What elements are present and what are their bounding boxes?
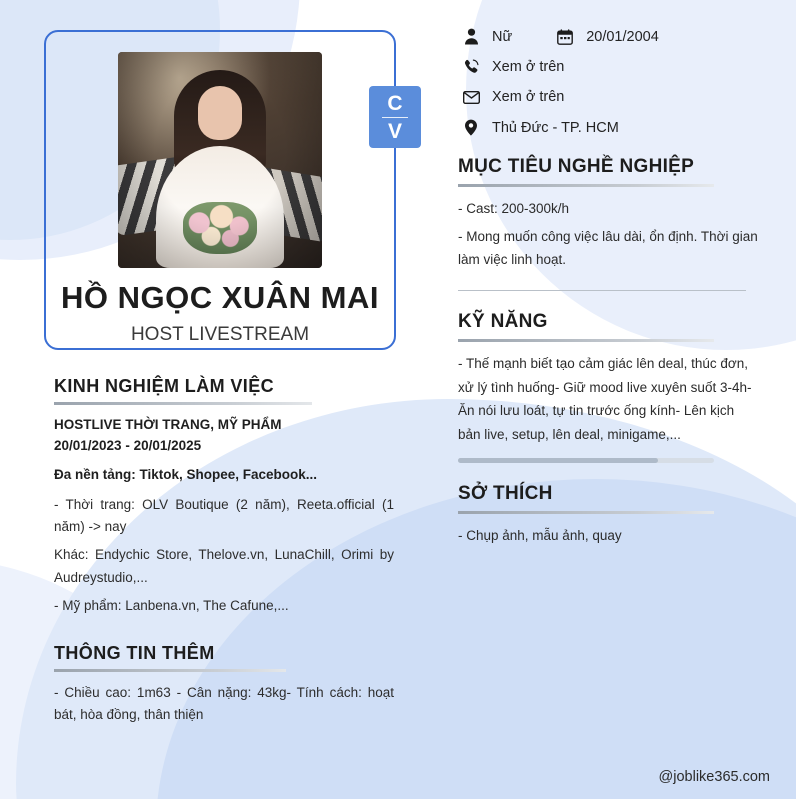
section-hobbies bbox=[458, 483, 758, 548]
photo-vignette bbox=[118, 52, 322, 268]
additional-info-line: - Chiều cao: 1m63 - Cân nặng: 43kg- Tính cách: hoạt bát, hòa đồng, thân thiện bbox=[54, 685, 394, 723]
skills-scrollbar-thumb[interactable] bbox=[458, 458, 658, 463]
photo-frame bbox=[44, 30, 403, 350]
hobbies-line: - Chụp ảnh, mẫu ảnh, quay bbox=[458, 528, 622, 544]
skills-line: - Thế mạnh biết tạo cảm giác lên deal, thúc đơn, xử lý tình huống- Giữ mood live xuyên suốt 3-4h- Ăn nói lưu loát, tự tin trước ống kính- Lên kịch bản live, setup, lên deal, minigame,... bbox=[458, 355, 752, 442]
career-objective-heading-rule bbox=[458, 184, 714, 187]
contact-email: Xem ở trên bbox=[492, 89, 565, 105]
contact-phone: Xem ở trên bbox=[492, 59, 565, 75]
experience-platforms: Đa nền tảng: Tiktok, Shopee, Facebook... bbox=[54, 466, 318, 482]
job-title: HOST LIVESTREAM bbox=[130, 324, 310, 345]
experience-detail-fashion: - Thời trang: OLV Boutique (2 năm), Reeta.official (1 năm) -> nay bbox=[54, 496, 394, 535]
experience-heading-rule bbox=[54, 402, 312, 405]
profile-photo bbox=[118, 52, 322, 268]
cv-badge-divider bbox=[382, 117, 408, 118]
section-additional-info bbox=[44, 643, 396, 727]
additional-info-heading: THÔNG TIN THÊM bbox=[54, 643, 215, 664]
cv-badge-letter-c: C bbox=[387, 91, 403, 115]
person-icon bbox=[458, 28, 484, 45]
career-objective-divider bbox=[458, 290, 746, 291]
envelope-icon bbox=[458, 91, 484, 104]
skills-heading: KỸ NĂNG bbox=[458, 310, 548, 332]
experience-period: 20/01/2023 - 20/01/2025 bbox=[54, 437, 202, 453]
contact-birthday: 20/01/2004 bbox=[586, 28, 659, 45]
experience-heading: KINH NGHIỆM LÀM VIỆC bbox=[54, 376, 275, 396]
experience-company: HOSTLIVE THỜI TRANG, MỸ PHẨM bbox=[54, 417, 282, 432]
additional-info-heading-rule bbox=[54, 669, 286, 672]
career-objective-line-1: - Cast: 200-300k/h bbox=[458, 201, 570, 216]
experience-body bbox=[44, 415, 396, 617]
page-title: HỒ NGỌC XUÂN MAI bbox=[61, 280, 379, 315]
cv-badge bbox=[369, 86, 421, 148]
cv-badge-letter-v: V bbox=[387, 119, 402, 143]
skills-scrollbar[interactable] bbox=[458, 458, 714, 463]
contact-row-gender-birthday bbox=[458, 28, 758, 45]
section-career-objective bbox=[458, 156, 758, 291]
contact-row-phone bbox=[458, 59, 758, 75]
contact-location: Thủ Đức - TP. HCM bbox=[492, 119, 619, 136]
section-experience bbox=[44, 376, 396, 617]
watermark: @joblike365.com bbox=[658, 769, 770, 785]
location-pin-icon bbox=[458, 119, 484, 136]
right-column bbox=[458, 28, 758, 548]
experience-detail-others: Khác: Endychic Store, Thelove.vn, LunaChill, Orimi by Audreystudio,... bbox=[54, 547, 394, 585]
experience-detail-cosmetics: - Mỹ phẩm: Lanbena.vn, The Cafune,... bbox=[54, 597, 289, 613]
hobbies-heading: SỞ THÍCH bbox=[458, 483, 553, 505]
skills-heading-rule bbox=[458, 339, 714, 342]
left-column bbox=[44, 30, 403, 727]
career-objective-line-2: - Mong muốn công việc lâu dài, ổn định. Thời gian làm việc linh hoạt. bbox=[458, 228, 758, 268]
contact-row-email bbox=[458, 89, 758, 105]
contact-row-location bbox=[458, 119, 758, 136]
section-skills bbox=[458, 311, 758, 464]
hobbies-heading-rule bbox=[458, 511, 714, 514]
calendar-icon bbox=[552, 29, 578, 45]
phone-icon bbox=[458, 59, 484, 75]
contact-gender: Nữ bbox=[492, 28, 513, 45]
additional-info-body bbox=[44, 682, 396, 727]
career-objective-heading: MỤC TIÊU NGHỀ NGHIỆP bbox=[458, 156, 695, 177]
